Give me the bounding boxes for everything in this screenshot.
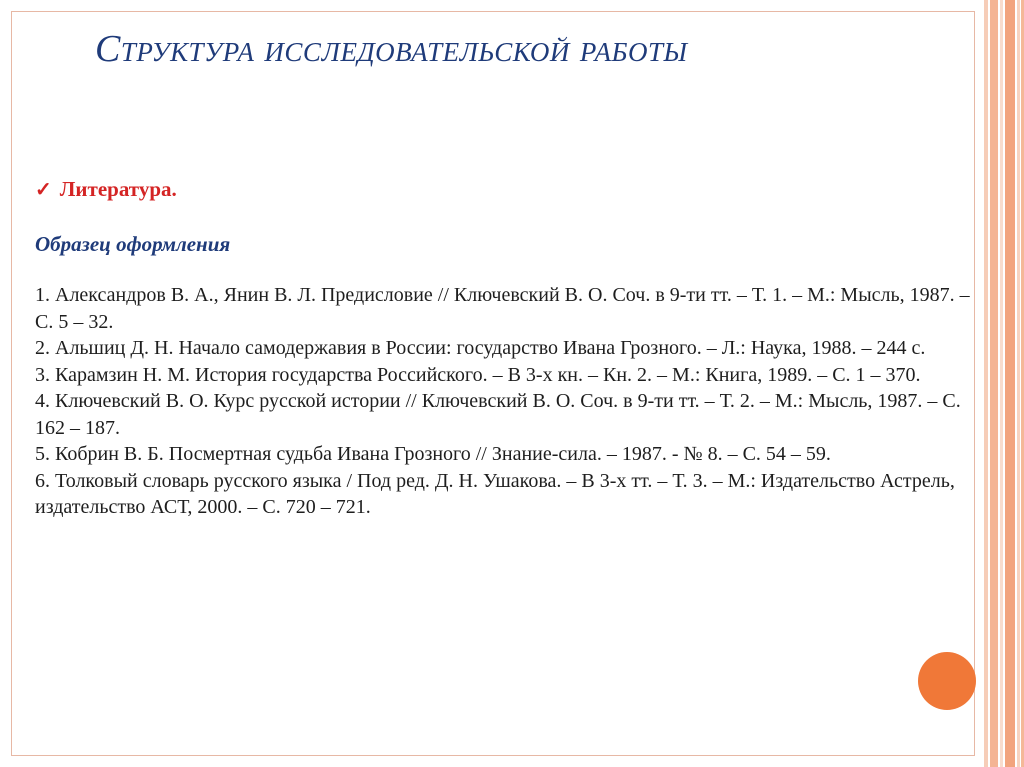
section-heading-label: Литература. [59,177,177,201]
reference-list [35,282,980,521]
reference-item: 3. Карамзин Н. М. История государства Российского. – В 3-х кн. – Кн. 2. – М.: Книга, 1989. – С. 1 – 370. [35,363,921,386]
reference-item: 5. Кобрин В. Б. Посмертная судьба Ивана Грозного // Знание-сила. – 1987. - № 8. – С. 54 – 59. [35,443,831,465]
slide-title: Структура исследовательской работы [95,28,688,70]
reference-item: 1. Александров В. А., Янин В. Л. Предисловие // Ключевский В. О. Соч. в 9-ти тт. – Т. 1. – М.: Мысль, 1987. – С. 5 – 32. [35,284,970,333]
decorative-circle [918,652,976,710]
slide-content [35,177,980,521]
checkmark-icon: ✓ [35,179,52,201]
section-heading [35,177,980,202]
sample-label: Образец оформления [35,232,231,256]
reference-item: 6. Толковый словарь русского языка / Под ред. Д. Н. Ушакова. – В 3-х тт. – Т. 3. – М.: Издательство Астрель, издательство АСТ, 2000. – С. 720 – 721. [35,469,955,518]
decorative-stripes [984,0,1024,767]
reference-item: 2. Альшиц Д. Н. Начало самодержавия в России: государство Ивана Грозного. – Л.: Наука, 1988. – 244 с. [35,337,926,359]
reference-item: 4. Ключевский В. О. Курс русской истории // Ключевский В. О. Соч. в 9-ти тт. – Т. 2. – М.: Мысль, 1987. – С. 162 – 187. [35,390,961,439]
